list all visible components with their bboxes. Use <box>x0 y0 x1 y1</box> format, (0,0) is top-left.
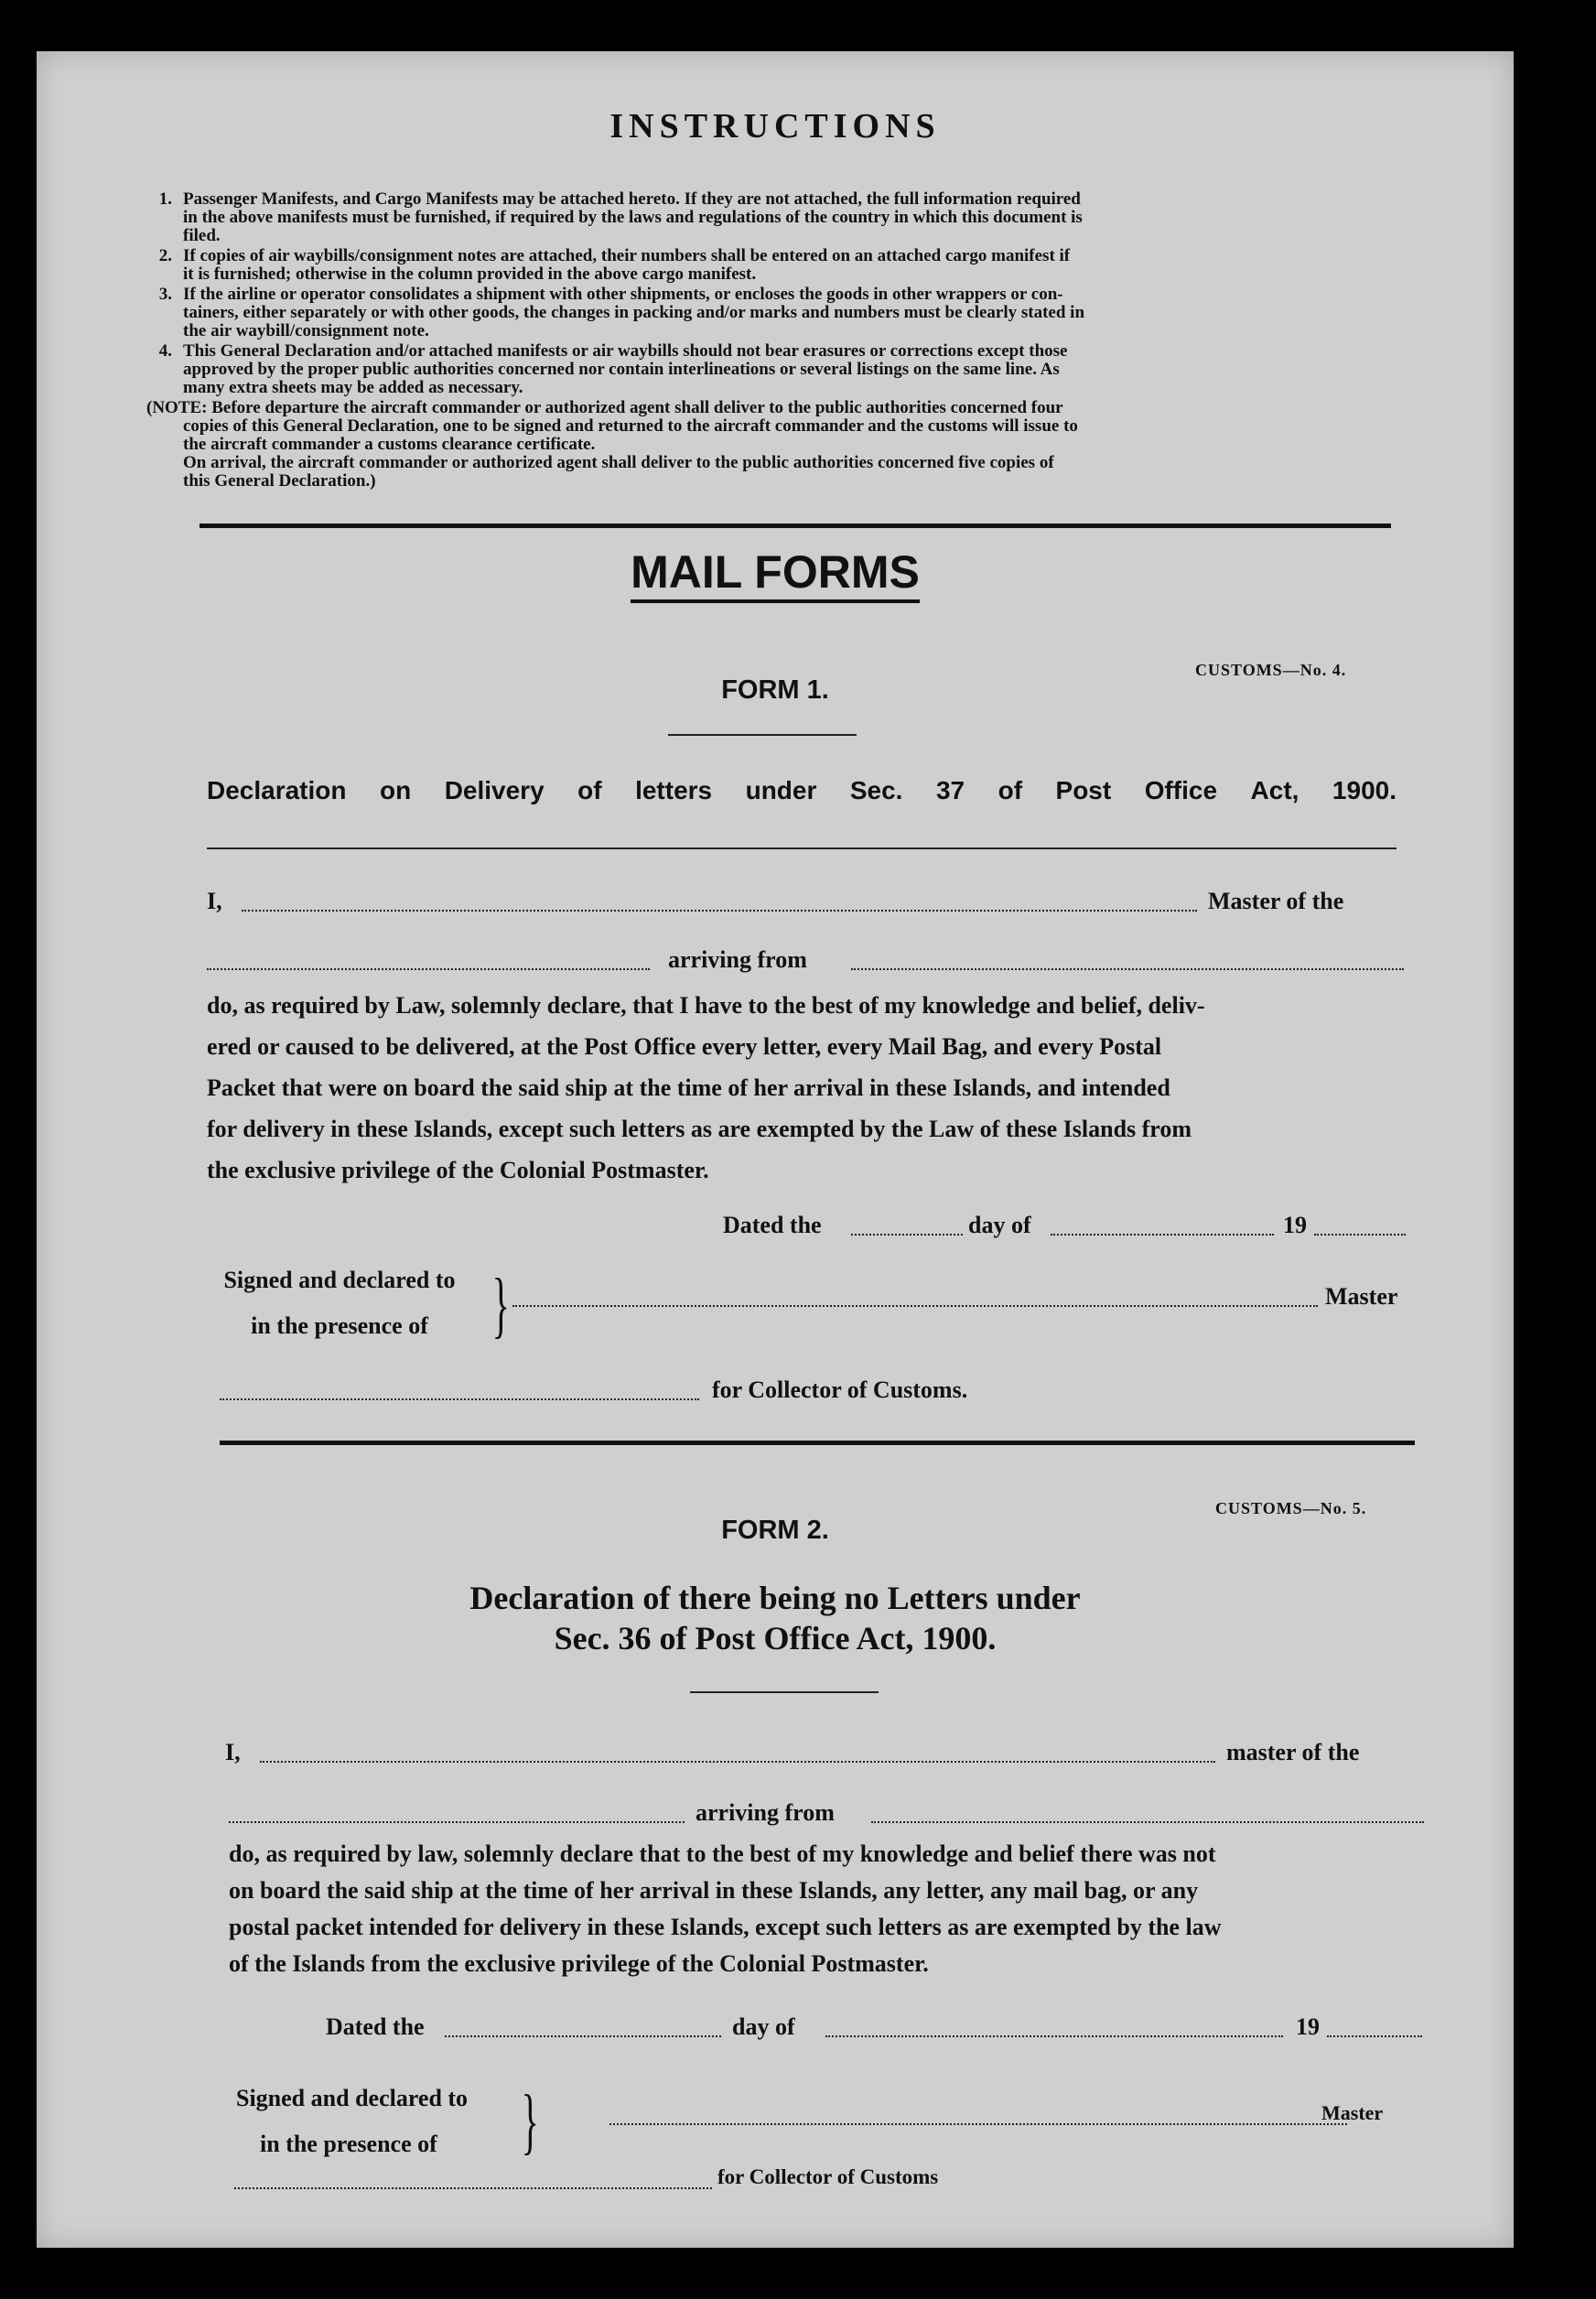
mail-forms-title: MAIL FORMS <box>631 546 920 603</box>
form2-arriving-from-field[interactable] <box>871 1821 1424 1823</box>
form1-collector-label: for Collector of Customs. <box>712 1376 968 1403</box>
form1-brace: } <box>491 1265 510 1345</box>
form1-master-name-field[interactable] <box>242 910 1197 912</box>
form2-signed-block: Signed and declared to in the presence of <box>236 2085 469 2157</box>
form2-year-label: 19 <box>1296 2013 1320 2040</box>
instruction-item: 2. If copies of air waybills/consignment notes are attached, their numbers shall be entered on an attached cargo manifest if it is furnished; otherwise in the column provided in the above cargo manifest. <box>158 246 1071 284</box>
form1-collector-signature-field[interactable] <box>220 1398 699 1400</box>
instruction-item: 4. This General Declaration and/or attached manifests or air waybills should not bear erasures or corrections except those approved by the proper public authorities concerned nor contain interlineations or several listings on the same line. As many extra sheets may be added as necessary. <box>158 341 1068 397</box>
form1-arriving-from-label: arriving from <box>668 946 807 973</box>
instruction-item: 1. Passenger Manifests, and Cargo Manifests may be attached hereto. If they are not attached, the full information required in the above manifests must be furnished, if required by the laws and regulations of the country in which this document is filed. <box>158 189 1083 245</box>
form1-title: FORM 1. <box>721 675 829 705</box>
form1-year-label: 19 <box>1283 1212 1307 1238</box>
form2-year-field[interactable] <box>1327 2035 1422 2037</box>
form1-master-signature-field[interactable] <box>512 1305 1318 1307</box>
form1-declaration-heading: Declaration on Delivery of letters under Sec. 37 of Post Office Act, 1900. <box>207 776 1396 804</box>
form-divider <box>220 1441 1415 1445</box>
form1-dated-label: Dated the <box>723 1212 822 1238</box>
document-page <box>37 51 1514 2248</box>
form2-date-day-field[interactable] <box>445 2035 721 2037</box>
form2-master-label: Master <box>1321 2101 1384 2124</box>
form2-body-text: do, as required by law, solemnly declare that to the best of my knowledge and belief there was not on board the said ship at the time of her arrival in these Islands, any letter, any mail bag, or any postal packet intended for delivery in these Islands, except such letters as are exempted by the law of the Islands from the exclusive privilege of the Colonial Postmaster. <box>229 1840 1222 1977</box>
form2-master-signature-field[interactable] <box>609 2123 1347 2125</box>
form1-i-label: I, <box>207 888 222 914</box>
instructions-title: INSTRUCTIONS <box>609 107 941 146</box>
form2-collector-label: for Collector of Customs <box>717 2165 939 2188</box>
form1-customs-number: CUSTOMS—No. 4. <box>1195 661 1347 679</box>
form1-date-day-field[interactable] <box>851 1234 963 1236</box>
form2-ship-name-field[interactable] <box>229 1821 685 1823</box>
form1-signed-block: Signed and declared to in the presence of <box>223 1267 456 1339</box>
form1-date-month-field[interactable] <box>1051 1234 1274 1236</box>
form2-master-name-field[interactable] <box>260 1761 1215 1763</box>
instructions-note: (NOTE: Before departure the aircraft commander or authorized agent shall deliver to the public authorities concerned four copies of this General Declaration, one to be signed and returned to the aircraft commander and the customs will issue to the aircraft commander a customs clearance certificate. On arrival, the aircraft commander or authorized agent shall deliver to the public authorities concerned five copies of this General Declaration.) <box>146 398 1078 491</box>
form2-date-month-field[interactable] <box>825 2035 1283 2037</box>
form1-ship-name-field[interactable] <box>207 968 650 970</box>
form2-brace: } <box>521 2081 539 2162</box>
form1-arriving-from-field[interactable] <box>851 968 1404 970</box>
form1-master-of-the-label: Master of the <box>1208 888 1344 914</box>
form2-day-of-label: day of <box>732 2013 795 2040</box>
form1-heading-rule <box>207 847 1396 849</box>
form2-arriving-from-label: arriving from <box>696 1799 835 1826</box>
form2-heading-underline <box>690 1691 879 1693</box>
form2-customs-number: CUSTOMS—No. 5. <box>1215 1499 1367 1517</box>
form2-i-label: I, <box>225 1739 241 1765</box>
form2-collector-signature-field[interactable] <box>234 2187 712 2189</box>
form2-heading: Declaration of there being no Letters under Sec. 36 of Post Office Act, 1900. <box>469 1580 1081 1657</box>
form1-body-text: do, as required by Law, solemnly declare, that I have to the best of my knowledge and belief, deliv- ered or caused to be delivered, at the Post Office every letter, every Mail Bag, and every Postal Packet that were on board the said ship at the time of her arrival in these Islands, and intended for delivery in these Islands, except such letters as are exempted by the Law of these Islands from the exclusive privilege of the Colonial Postmaster. <box>207 992 1205 1183</box>
form1-master-label: Master <box>1325 1283 1398 1310</box>
form1-day-of-label: day of <box>968 1212 1031 1238</box>
section-divider <box>200 523 1391 528</box>
form2-title: FORM 2. <box>721 1516 829 1545</box>
form2-master-of-the-label: master of the <box>1226 1739 1360 1765</box>
form1-title-underline <box>668 734 857 736</box>
form1-year-field[interactable] <box>1314 1234 1406 1236</box>
instruction-item: 3. If the airline or operator consolidates a shipment with other shipments, or encloses the goods in other wrappers or con- tainers, either separately or with other goods, the changes in packing and/or marks and numbers must be clearly stated in the air waybill/consignment note. <box>158 285 1085 340</box>
form2-dated-label: Dated the <box>326 2013 425 2040</box>
